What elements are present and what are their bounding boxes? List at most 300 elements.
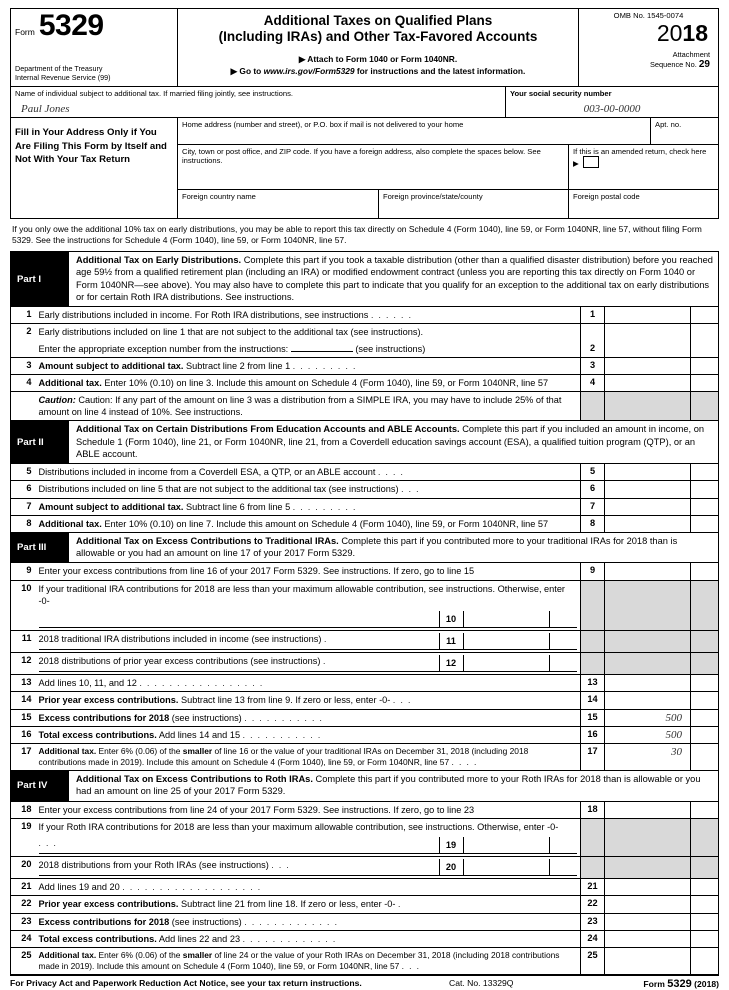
amended-checkbox-cell[interactable]	[568, 145, 718, 189]
line-13-row	[11, 675, 719, 692]
line-21-text	[37, 879, 581, 896]
foreign-province-field[interactable]: Foreign province/state/county	[378, 190, 568, 218]
part-2-description	[69, 421, 718, 463]
line-20-amount-shade	[605, 857, 691, 879]
line-17-smaller: smaller	[182, 746, 213, 757]
line-14-amount[interactable]	[605, 692, 691, 709]
line-15-cents[interactable]	[691, 709, 719, 726]
line-14-row	[11, 692, 719, 709]
line-2-number: 2	[26, 326, 32, 337]
line-3-leaders: . . . . . . . . .	[292, 360, 357, 371]
line-24-box-number: 24	[581, 930, 605, 947]
line-7-text	[37, 498, 581, 515]
part-3-label: Part III	[11, 533, 69, 563]
filing-note	[10, 219, 719, 251]
caution-amount-shade	[605, 392, 691, 421]
ssn-label: Your social security number	[510, 89, 612, 98]
line-20-cell	[37, 857, 581, 879]
line-11-amount-shade	[605, 630, 691, 652]
name-value: Paul Jones	[21, 103, 70, 115]
line-10-cents[interactable]	[549, 611, 577, 628]
caution-cents-shade	[691, 392, 719, 421]
line-11-row	[11, 630, 719, 652]
line-11-inner-table	[39, 633, 578, 650]
line-20-number: 20	[11, 857, 37, 879]
line-2-box-spacer	[581, 324, 605, 341]
line-4-cents[interactable]	[691, 374, 719, 391]
footer-form-label: Form	[643, 979, 665, 990]
line-3-amount[interactable]	[605, 357, 691, 374]
foreign-postal-field[interactable]: Foreign postal code	[568, 190, 718, 218]
line-15-label: (see instructions)	[171, 712, 242, 723]
line-11-label: 2018 traditional IRA distributions included in income (see instructions)	[38, 633, 322, 644]
line-7-label: Subtract line 6 from line 5	[186, 501, 291, 512]
line-11-label-cell	[39, 633, 440, 650]
line-24-amount[interactable]	[605, 930, 691, 947]
line-17-label-a: Enter 6% (0.06) of the	[96, 746, 183, 757]
name-label: Name of individual subject to additional tax. If married filing jointly, see instructions.	[15, 89, 294, 98]
line-17-box-number: 17	[581, 744, 605, 770]
line-14-number: 14	[11, 692, 37, 709]
line-24-row	[11, 930, 719, 947]
line-3-bold: Amount subject to additional tax.	[38, 360, 184, 371]
line-23-label: (see instructions)	[171, 916, 242, 927]
name-field-cell[interactable]	[11, 87, 506, 117]
line-23-number: 23	[11, 913, 37, 930]
caution-label: Caution:	[38, 395, 76, 406]
line-16-box-number: 16	[581, 726, 605, 743]
footer-form-number: 5329	[667, 978, 692, 990]
line-10-text: If your traditional IRA contributions for 2018 are less than your maximum allowable contribution, see instructions. Otherwise, enter -0-	[38, 583, 565, 606]
line-17-amount[interactable]: 30	[605, 744, 691, 770]
line-4-bold: Additional tax.	[38, 377, 102, 388]
line-2-exception-text	[37, 341, 581, 358]
line-19-box-shade	[581, 818, 605, 835]
line-23-cents[interactable]	[691, 913, 719, 930]
line-6-amount[interactable]	[605, 481, 691, 498]
line-10-cents-shade-b	[691, 609, 719, 631]
tax-year-suffix: 18	[682, 20, 708, 46]
home-address-field[interactable]: Home address (number and street), or P.O. box if mail is not delivered to your home	[182, 120, 464, 129]
line-22-bold: Prior year excess contributions.	[38, 899, 179, 910]
line-17-text	[37, 744, 581, 770]
line-14-cents[interactable]	[691, 692, 719, 709]
line-22-cents[interactable]	[691, 896, 719, 913]
sequence-label: Sequence No.	[649, 60, 697, 70]
line-12-inner-table	[39, 655, 578, 672]
line-3-number: 3	[11, 357, 37, 374]
line-1-cents[interactable]	[691, 307, 719, 324]
line-4-number: 4	[11, 374, 37, 391]
address-instruction: Fill in Your Address Only if You Are Filing This Form by Itself and Not With Your Tax Return	[11, 118, 178, 218]
goto-prefix: ▶ Go to	[230, 66, 264, 77]
line-18-row	[11, 802, 719, 819]
part-2-heading: Additional Tax on Certain Distributions From Education Accounts and ABLE Accounts.	[76, 424, 460, 435]
line-24-text	[37, 930, 581, 947]
line-6-number: 6	[11, 481, 37, 498]
ssn-value: 003-00-0000	[583, 103, 641, 115]
address-foreign-row	[178, 190, 718, 218]
line-3-box-number: 3	[581, 357, 605, 374]
line-8-label: Enter 10% (0.10) on line 7. Include this amount on Schedule 4 (Form 1040), line 59, or Form 1040NR, line 57	[101, 518, 549, 529]
line-10-number-b	[11, 609, 37, 631]
line-11-amount[interactable]	[463, 633, 549, 650]
attachment-sequence	[583, 50, 714, 72]
line-21-row	[11, 879, 719, 896]
part-2-lines	[10, 464, 719, 532]
line-25-label-a: Enter 6% (0.06) of the	[96, 950, 183, 961]
caution-body: Caution: If any part of the amount on line 3 was a distribution from a SIMPLE IRA, you may have to include 25% of that amount on line 4 instead of 10%. See instructions.	[38, 395, 562, 418]
line-8-cents[interactable]	[691, 515, 719, 532]
line-6-leaders: . . .	[401, 484, 420, 495]
line-13-number: 13	[11, 675, 37, 692]
line-13-text	[37, 675, 581, 692]
line-15-number: 15	[11, 709, 37, 726]
line-24-cents[interactable]	[691, 930, 719, 947]
line-1-amount[interactable]	[605, 307, 691, 324]
line-8-amount[interactable]	[605, 515, 691, 532]
line-5-amount[interactable]	[605, 464, 691, 481]
service-line: Internal Revenue Service (99)	[15, 73, 111, 83]
line-11-cell	[37, 630, 581, 652]
line-22-number: 22	[11, 896, 37, 913]
line-2-exception-blank[interactable]	[291, 351, 353, 352]
line-19-box-shade-b	[581, 835, 605, 857]
line-11-leaders: .	[323, 633, 328, 644]
line-2-box-number: 2	[581, 341, 605, 358]
part-4-text: Complete this part if you contributed more to your Roth IRAs for 2018 than is allowable or you had an amount on line 25 of your 2017 Form 5329.	[76, 774, 701, 797]
line-25-label-b: of line 24 or the value of your Roth IRAs on December 31, 2018 (including 2018 contributions made in 2019). Include this amount on Schedule 4 (Form 1040), line 59, or Form 1040NR, line 57	[38, 950, 560, 971]
line-8-text	[37, 515, 581, 532]
footer-form-year: (2018)	[694, 979, 719, 990]
part-3-bar	[10, 532, 719, 564]
line-10-row-b	[11, 609, 719, 631]
line-19-box-number: 19	[439, 837, 463, 854]
line-10-amount[interactable]	[463, 611, 549, 628]
line-8-bold: Additional tax.	[38, 518, 102, 529]
line-19-row	[11, 818, 719, 835]
line-24-number: 24	[11, 930, 37, 947]
line-25-row	[11, 948, 719, 975]
caution-number	[11, 392, 37, 421]
line-16-cents[interactable]	[691, 726, 719, 743]
attach-instructions	[182, 53, 574, 77]
address-home-row	[178, 118, 718, 145]
line-19-cents[interactable]	[549, 837, 577, 854]
line-2-amount[interactable]	[605, 341, 691, 358]
line-15-row	[11, 709, 719, 726]
part-1-bar	[10, 251, 719, 307]
line-6-row	[11, 481, 719, 498]
line-22-text	[37, 896, 581, 913]
line-19-number: 19	[21, 820, 32, 831]
caution-box-shade	[581, 392, 605, 421]
line-23-row	[11, 913, 719, 930]
line-25-cents[interactable]	[691, 948, 719, 975]
line-4-row	[11, 374, 719, 391]
department-line: Department of the Treasury	[15, 64, 103, 74]
line-8-box-number: 8	[581, 515, 605, 532]
line-1-row	[11, 307, 719, 324]
form-header	[10, 8, 719, 86]
line-21-label: Add lines 19 and 20	[38, 882, 120, 893]
line-12-number: 12	[11, 653, 37, 675]
form-title-line2: (Including IRAs) and Other Tax-Favored Accounts	[218, 29, 538, 45]
ssn-field-cell[interactable]	[506, 87, 718, 117]
line-22-label: Subtract line 21 from line 18. If zero or less, enter -0-	[180, 899, 396, 910]
line-19-row-b	[11, 835, 719, 857]
line-7-bold: Amount subject to additional tax.	[38, 501, 184, 512]
address-fields	[178, 118, 718, 218]
line-19-text: If your Roth IRA contributions for 2018 are less than your maximum allowable contribution, see instructions. Otherwise, enter -0-	[38, 821, 559, 832]
line-12-label: 2018 distributions of prior year excess contributions (see instructions)	[38, 656, 321, 667]
line-22-row	[11, 896, 719, 913]
line-13-amount[interactable]	[605, 675, 691, 692]
line-9-number: 9	[11, 563, 37, 580]
part-4-label: Part IV	[11, 771, 69, 801]
line-18-text: Enter your excess contributions from line 24 of your 2017 Form 5329. See instructions. If zero, go to line 23	[37, 802, 581, 819]
line-15-amount[interactable]: 500	[605, 709, 691, 726]
line-18-cents[interactable]	[691, 802, 719, 819]
header-title-block	[178, 9, 579, 86]
line-23-leaders: . . . . . . . . . . . . .	[244, 916, 339, 927]
line-8-number: 8	[26, 517, 32, 528]
footer-form-id	[599, 978, 719, 990]
apt-field[interactable]: Apt. no.	[650, 118, 718, 144]
line-12-cents-shade	[691, 653, 719, 675]
line-12-cell	[37, 653, 581, 675]
line-12-cents[interactable]	[549, 655, 577, 672]
goto-line	[182, 65, 574, 77]
line-5-row	[11, 464, 719, 481]
line-11-number: 11	[11, 630, 37, 652]
line-7-amount[interactable]	[605, 498, 691, 515]
line-2-text: Early distributions included on line 1 that are not subject to the additional tax (see instructions).	[38, 327, 424, 338]
line-1-label: Early distributions included in income. For Roth IRA distributions, see instructions	[38, 310, 369, 321]
line-12-amount[interactable]	[463, 655, 549, 672]
part-3-heading: Additional Tax on Excess Contributions to Traditional IRAs.	[76, 535, 339, 546]
line-1-text	[37, 307, 581, 324]
line-12-row	[11, 653, 719, 675]
line-22-leaders: .	[398, 899, 402, 910]
line-20-label-cell	[39, 859, 440, 876]
part-3-description	[69, 533, 718, 563]
line-11-box-number: 11	[439, 633, 463, 650]
line-6-label: Distributions included on line 5 that are not subject to the additional tax (see instructions)	[38, 484, 399, 495]
line-2-cents-spacer	[691, 324, 719, 341]
taxpayer-row	[10, 86, 719, 118]
address-block	[10, 118, 719, 219]
line-21-leaders: . . . . . . . . . . . . . . . . . . .	[122, 882, 262, 893]
line-25-number: 25	[11, 948, 37, 975]
line-18-amount[interactable]	[605, 802, 691, 819]
form-word: Form	[15, 26, 35, 37]
line-12-leaders: .	[322, 656, 327, 667]
line-4-amount[interactable]	[605, 374, 691, 391]
line-16-leaders: . . . . . . . . . . .	[242, 729, 322, 740]
line-17-leaders: . . . .	[451, 757, 478, 768]
tax-year-prefix: 20	[656, 20, 683, 46]
line-2-cents[interactable]	[691, 341, 719, 358]
header-form-id	[11, 9, 178, 86]
line-21-amount[interactable]	[605, 879, 691, 896]
line-19-inner-cell	[37, 835, 581, 857]
line-25-bold: Additional tax.	[38, 950, 97, 961]
line-5-cents[interactable]	[691, 464, 719, 481]
line-19-cents-shade-b	[691, 835, 719, 857]
caution-text	[37, 392, 581, 421]
form-title-line1: Additional Taxes on Qualified Plans	[263, 13, 493, 28]
part-4-heading: Additional Tax on Excess Contributions to Roth IRAs.	[76, 774, 313, 785]
line-20-cents[interactable]	[549, 859, 577, 876]
line-2-row	[11, 324, 719, 341]
part-1-heading: Additional Tax on Early Distributions.	[76, 255, 242, 266]
part-1-text: Complete this part if you took a taxable distribution (other than a qualified disaster distribution) before you reached age 59½ from a qualified retirement plan (including an IRA) or modified endowment contract (unless you are reporting this tax directly on Form 1040 or Form 1040NR—see above). You may also have to complete this part to indicate that you qualify for an exception to the additional tax on early distributions or for certain Roth IRA distributions. See instructions.	[76, 255, 713, 302]
line-5-text	[37, 464, 581, 481]
part-2-text: Complete this part if you included an amount in income, on Schedule 1 (Form 1040), line 21, or Form 1040NR, line 21, from a Coverdell education savings account (ESA), a qualified tuition program (QTP), or an ABLE account.	[76, 424, 705, 459]
line-9-text: Enter your excess contributions from line 16 of your 2017 Form 5329. See instructions. If zero, go to line 15	[37, 563, 581, 580]
line-3-row	[11, 357, 719, 374]
line-10-number: 10	[21, 582, 32, 593]
line-17-row	[11, 744, 719, 770]
line-7-cents[interactable]	[691, 498, 719, 515]
line-14-label: Subtract line 13 from line 9. If zero or less, enter -0-	[180, 695, 391, 706]
line-24-leaders: . . . . . . . . . . . . .	[242, 933, 337, 944]
line-10-inner-table	[39, 611, 578, 628]
line-20-label: 2018 distributions from your Roth IRAs (see instructions)	[38, 860, 269, 871]
line-25-box-number: 25	[581, 948, 605, 975]
line-6-cents[interactable]	[691, 481, 719, 498]
line-9-cents[interactable]	[691, 563, 719, 580]
line-7-row	[11, 498, 719, 515]
line-2-number-blank	[11, 341, 37, 358]
amended-checkbox[interactable]	[583, 156, 599, 168]
line-15-bold: Excess contributions for 2018	[38, 712, 170, 723]
line-14-bold: Prior year excess contributions.	[38, 695, 179, 706]
line-6-box-number: 6	[581, 481, 605, 498]
line-20-box-number: 20	[439, 859, 463, 876]
line-1-number: 1	[11, 307, 37, 324]
line-19-amount[interactable]	[463, 837, 549, 854]
line-17-number: 17	[21, 746, 32, 757]
part-4-bar	[10, 770, 719, 802]
line-16-bold: Total excess contributions.	[38, 729, 157, 740]
line-17-label-b: of line 16 or the value of your traditional IRAs on December 31, 2018 (including 2018 contributions made in 2019). Include this amount on Schedule 4 (Form 1040), line 59, or Form 1040NR, line 57	[38, 746, 529, 768]
line-23-box-number: 23	[581, 913, 605, 930]
department-block	[15, 65, 110, 83]
line-19-leader-cell	[39, 837, 440, 854]
line-4-text	[37, 374, 581, 391]
form-footer	[10, 975, 719, 990]
foreign-country-field[interactable]: Foreign country name	[182, 192, 256, 201]
form-number: 5329	[38, 9, 104, 42]
line-12-label-cell	[39, 655, 440, 672]
line-2-addl: (see instructions)	[355, 343, 426, 354]
line-21-number: 21	[11, 879, 37, 896]
line-13-label: Add lines 10, 11, and 12	[38, 678, 137, 689]
tax-year	[583, 21, 714, 45]
line-14-leaders: . . .	[392, 695, 412, 706]
line-9-row	[11, 563, 719, 580]
line-23-amount[interactable]	[605, 913, 691, 930]
line-11-cents-shade	[691, 630, 719, 652]
line-7-number: 7	[11, 498, 37, 515]
line-3-cents[interactable]	[691, 357, 719, 374]
line-2-label2: Enter the appropriate exception number from the instructions:	[38, 343, 289, 354]
filing-note-text: If you only owe the additional 10% tax on early distributions, you may be able to report this tax directly on Schedule 4 (Form 1040), line 59, or Form 1040NR, line 57, without filing Form 5329. See the instructions for Schedule 4 (Form 1040), line 59, or Form 1040NR, line 57.	[12, 224, 702, 246]
line-20-row	[11, 857, 719, 879]
line-17-cents[interactable]	[691, 744, 719, 770]
line-23-bold: Excess contributions for 2018	[38, 916, 170, 927]
line-1-leaders: . . . . . .	[370, 310, 413, 321]
line-11-cents[interactable]	[549, 633, 577, 650]
line-24-bold: Total excess contributions.	[38, 933, 157, 944]
line-13-cents[interactable]	[691, 675, 719, 692]
line-23-text	[37, 913, 581, 930]
sequence-number: 29	[698, 59, 710, 71]
line-14-text	[37, 692, 581, 709]
line-16-number: 16	[11, 726, 37, 743]
line-10-amount-shade-b	[605, 609, 691, 631]
line-20-box-shade	[581, 857, 605, 879]
part-2-label: Part II	[11, 421, 69, 463]
sequence-line	[583, 59, 710, 72]
address-city-row	[178, 145, 718, 190]
line-15-text	[37, 709, 581, 726]
caution-row	[11, 392, 719, 421]
line-10-box-shade-b	[581, 609, 605, 631]
line-25-amount[interactable]	[605, 948, 691, 975]
line-18-number: 18	[11, 802, 37, 819]
line-5-number: 5	[11, 464, 37, 481]
line-24-label: Add lines 22 and 23	[158, 933, 241, 944]
line-22-amount[interactable]	[605, 896, 691, 913]
line-16-text	[37, 726, 581, 743]
line-7-leaders: . . . . . . . . .	[292, 501, 357, 512]
line-15-leaders: . . . . . . . . . . .	[244, 712, 324, 723]
line-16-label: Add lines 14 and 15	[158, 729, 241, 740]
omb-number: OMB No. 1545-0074	[613, 11, 684, 20]
line-6-text	[37, 481, 581, 498]
line-14-box-number: 14	[581, 692, 605, 709]
line-20-inner-table	[39, 859, 578, 876]
attachment-label: Attachment	[672, 50, 710, 60]
part-4-lines	[10, 802, 719, 975]
catalog-number: Cat. No. 13329Q	[449, 978, 514, 989]
line-10-cents-shade	[691, 580, 719, 609]
line-9-amount[interactable]	[605, 563, 691, 580]
line-19-cents-shade	[691, 818, 719, 835]
line-13-box-number: 13	[581, 675, 605, 692]
line-8-row	[11, 515, 719, 532]
line-21-cents[interactable]	[691, 879, 719, 896]
line-16-amount[interactable]: 500	[605, 726, 691, 743]
amended-label: If this is an amended return, check here ▶	[573, 147, 707, 169]
line-20-amount[interactable]	[463, 859, 549, 876]
line-4-box-number: 4	[581, 374, 605, 391]
city-field[interactable]: City, town or post office, and ZIP code. If you have a foreign address, also complete the spaces below. See instructions.	[182, 147, 541, 166]
line-7-box-number: 7	[581, 498, 605, 515]
line-10-amount-shade	[605, 580, 691, 609]
line-20-cents-shade	[691, 857, 719, 879]
part-1-label: Part I	[11, 252, 69, 306]
part-1-lines	[10, 307, 719, 420]
line-3-label: Subtract line 2 from line 1	[186, 360, 291, 371]
line-10-box-number: 10	[439, 611, 463, 628]
line-12-box-shade	[581, 653, 605, 675]
goto-suffix: for instructions and the latest information.	[354, 66, 526, 77]
line-25-smaller: smaller	[182, 950, 213, 961]
